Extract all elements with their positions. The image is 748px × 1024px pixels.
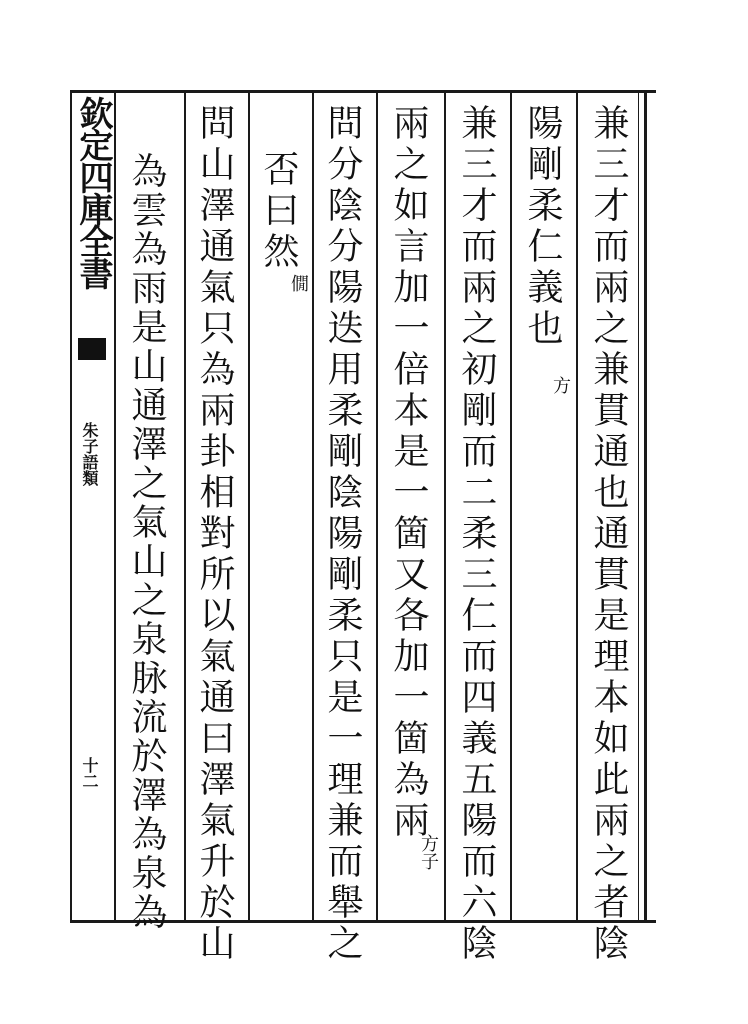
- spine-page-number: 十二: [80, 757, 99, 789]
- text-column-4: 兩之如言加一倍本是一箇又各加一箇為兩: [388, 104, 429, 842]
- column-divider: [248, 92, 250, 922]
- column-divider: [184, 92, 186, 922]
- text-column-2-note: 方: [550, 376, 571, 394]
- text-column-6-note: 僩: [288, 274, 309, 292]
- column-divider: [376, 92, 378, 922]
- frame-right-border: [644, 90, 647, 923]
- text-column-4-note: 方子: [418, 834, 439, 870]
- text-column-3: 兼三才而兩之初剛而二柔三仁而四義五陽而六陰: [456, 104, 497, 965]
- column-divider: [576, 92, 578, 922]
- text-column-6: 否曰然: [258, 150, 299, 273]
- column-divider: [444, 92, 446, 922]
- frame-right-inner-border: [638, 90, 639, 923]
- spine-subtitle: 朱子語類: [80, 422, 99, 486]
- text-column-1: 兼三才而兩之兼貫通也通貫是理本如此兩之者陰: [588, 104, 629, 965]
- text-column-8: 為雲為雨是山通澤之氣山之泉脉流於澤為泉為: [126, 152, 167, 932]
- column-divider: [510, 92, 512, 922]
- text-column-2: 陽剛柔仁義也: [522, 104, 563, 350]
- spine-title: 欽定四庫全書: [73, 96, 113, 288]
- text-column-7: 問山澤通氣只為兩卦相對所以氣通曰澤氣升於山: [194, 104, 235, 965]
- spine-column: [70, 92, 114, 922]
- column-divider: [312, 92, 314, 922]
- spine-divider: [114, 90, 116, 923]
- frame-top-border: [70, 90, 656, 93]
- fish-tail-mark-icon: [78, 338, 106, 360]
- text-column-5: 問分陰分陽迭用柔剛陰陽剛柔只是一理兼而舉之: [322, 104, 363, 965]
